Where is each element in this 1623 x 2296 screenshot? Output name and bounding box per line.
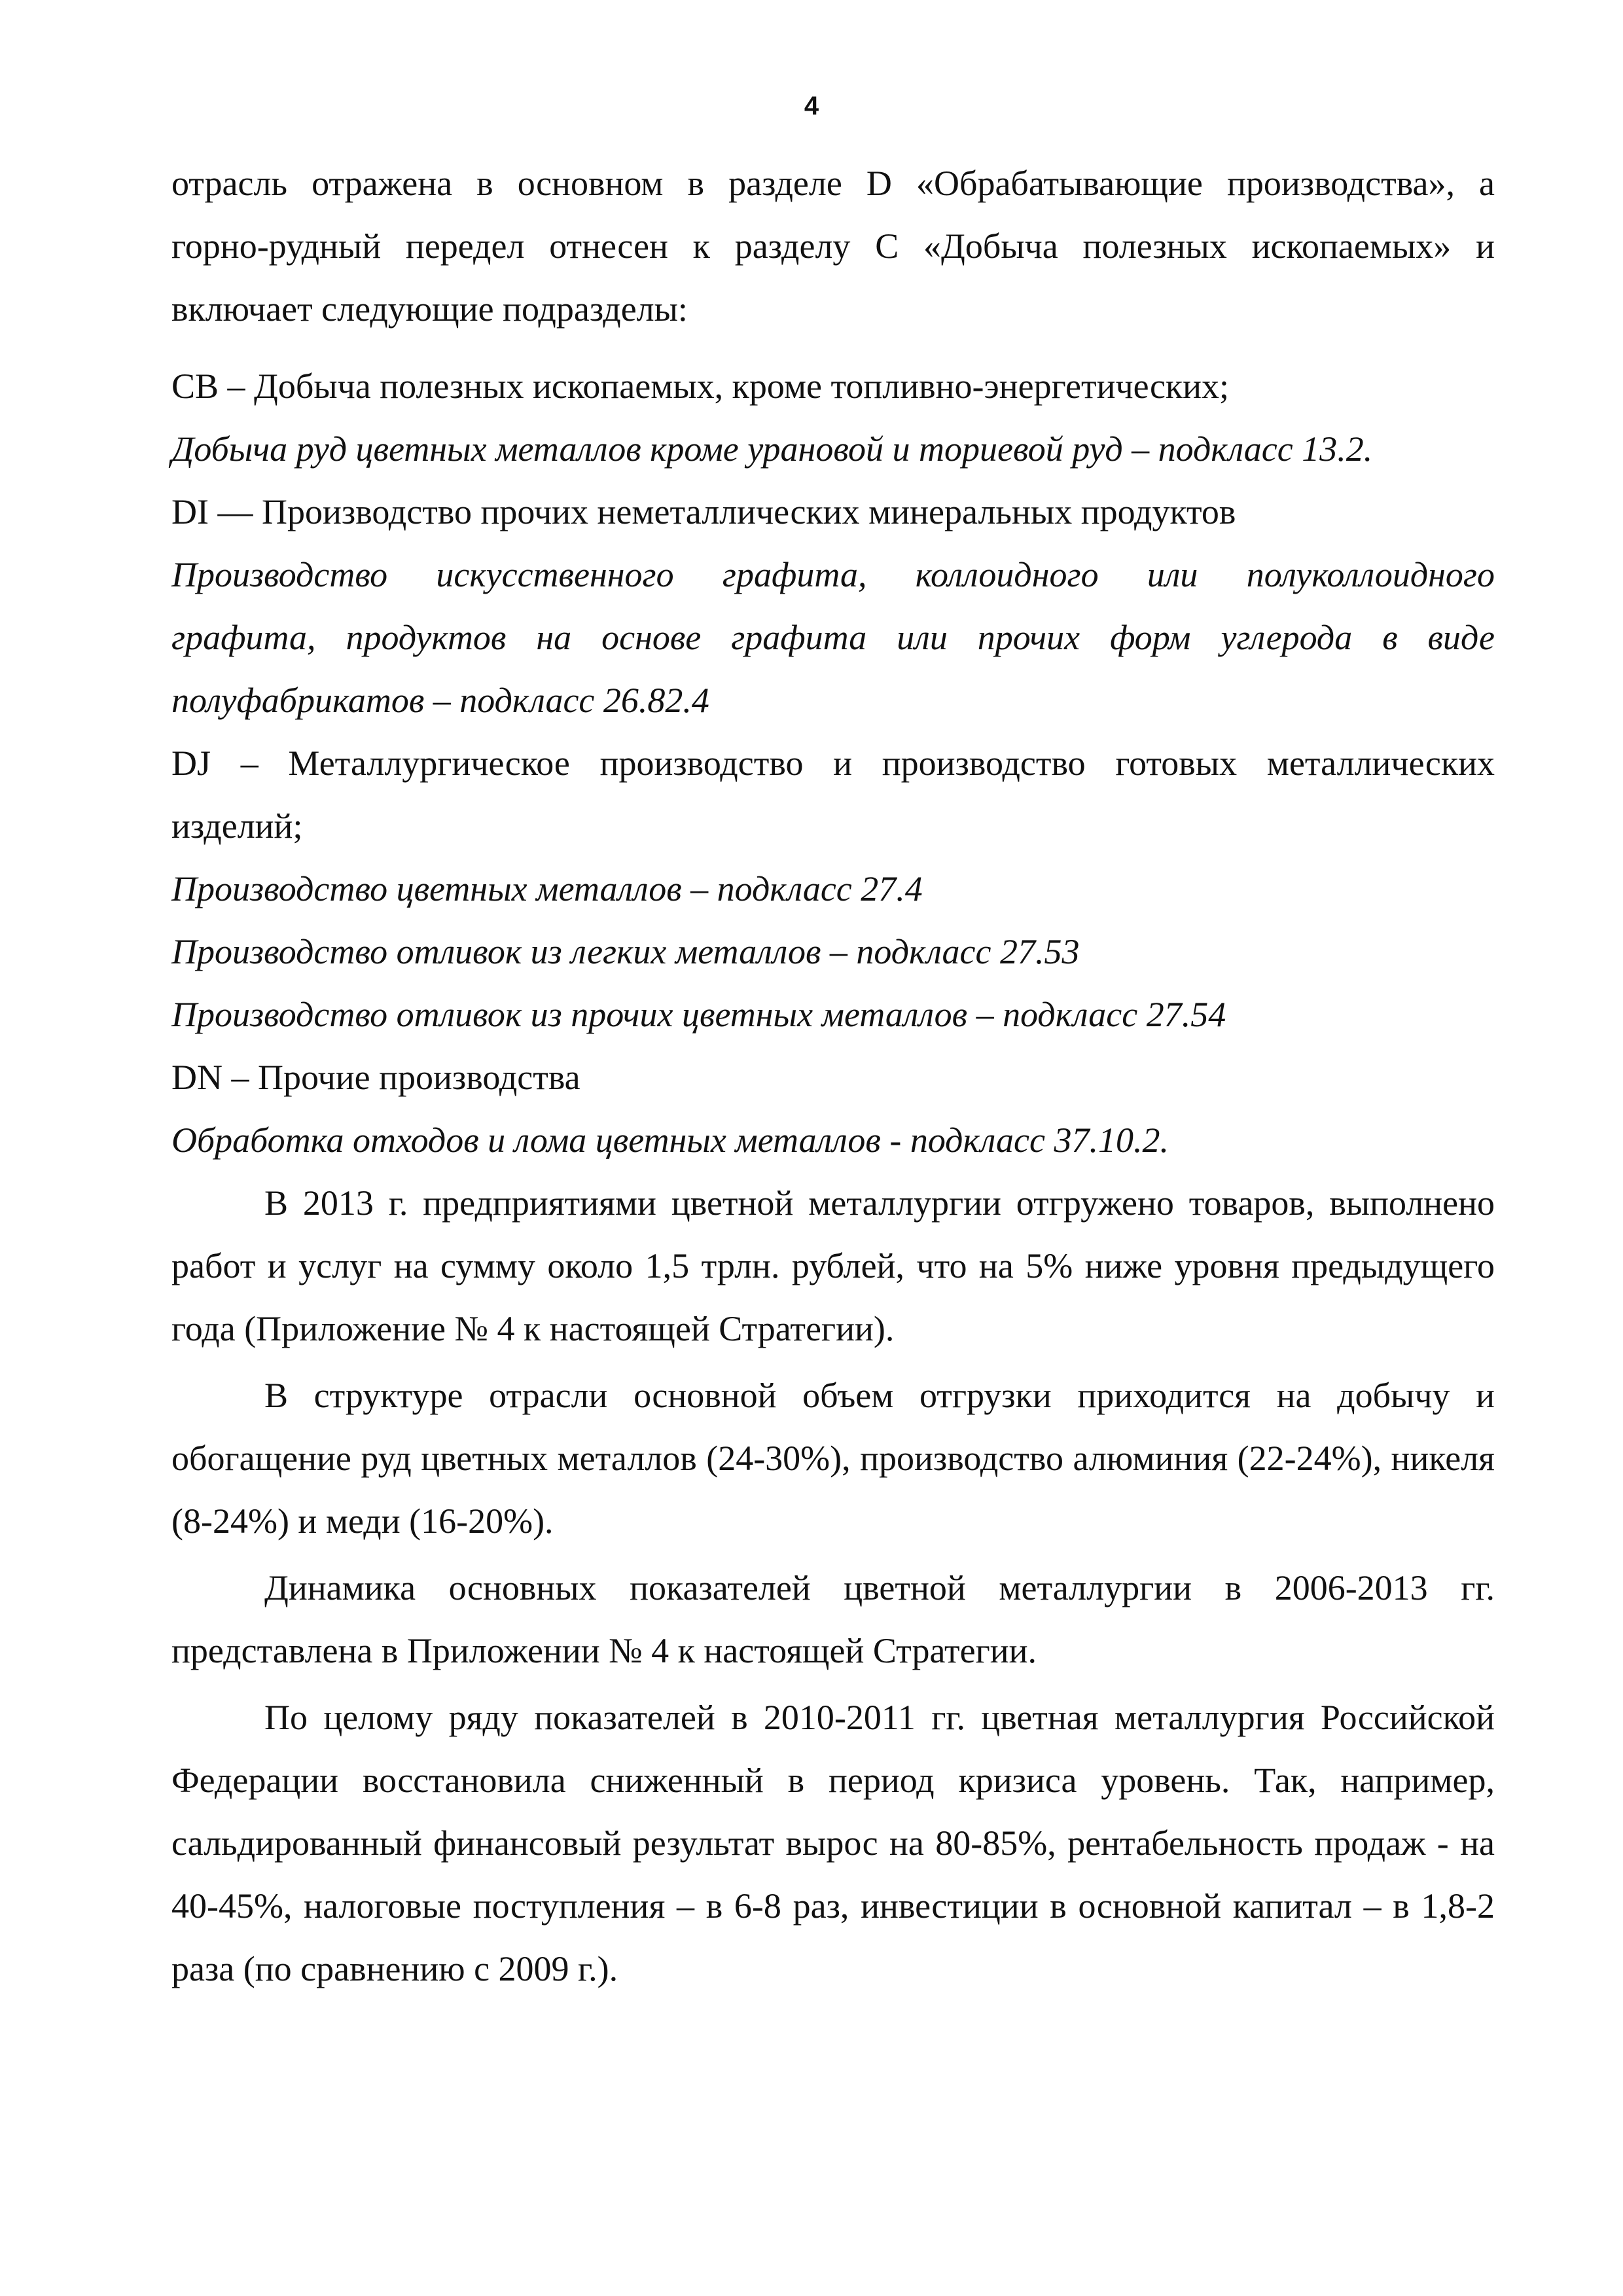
document-body <box>171 152 1495 2000</box>
section-di-subclass-line-1: Производство искусственного графита, коллоидного или полуколлоидного <box>171 555 1495 594</box>
section-di-heading: DI — Производство прочих неметаллических минеральных продуктов <box>171 492 1236 531</box>
intro-line-2: горно-рудный передел отнесен к разделу С «Добыча полезных ископаемых» и <box>171 226 1495 266</box>
paragraph-recovery: По целому ряду показателей в 2010-2011 гг. цветная металлургия Российской Федерации восстановила сниженный в период кризиса уровень. Так, например, сальдированный финансовый результат вырос на 80-85%, рентабельность продаж - на 40-45%, налоговые поступления – в 6-8 раз, инвестиции в основной капитал – в 1,8-2 раза (по сравнению с 2009 г.). <box>171 1698 1495 1988</box>
section-dj-heading-line-2: изделий; <box>171 806 303 846</box>
paragraph-industry-structure: В структуре отрасли основной объем отгрузки приходится на добычу и обогащение руд цветных металлов (24-30%), производство алюминия (22-24%), никеля (8-24%) и меди (16-20%). <box>171 1376 1495 1541</box>
section-di-subclass-line-2: графита, продуктов на основе графита или прочих форм углерода в виде <box>171 618 1495 657</box>
paragraph-dynamics: Динамика основных показателей цветной металлургии в 2006-2013 гг. представлена в Приложении № 4 к настоящей Стратегии. <box>171 1568 1495 1670</box>
section-dj-subclass-3: Производство отливок из прочих цветных металлов – подкласс 27.54 <box>171 995 1226 1034</box>
section-dn-heading: DN – Прочие производства <box>171 1058 580 1097</box>
section-dj-subclass-2: Производство отливок из легких металлов – подкласс 27.53 <box>171 932 1080 971</box>
intro-line-3: включает следующие подразделы: <box>171 289 688 329</box>
section-dj-subclass-1: Производство цветных металлов – подкласс 27.4 <box>171 869 923 908</box>
intro-line-1: отрасль отражена в основном в разделе D «Обрабатывающие производства», а <box>171 164 1495 203</box>
section-cb-subclass: Добыча руд цветных металлов кроме урановой и ториевой руд – подкласс 13.2. <box>171 429 1373 469</box>
spacer <box>171 340 1495 355</box>
page-number: 4 <box>804 92 819 120</box>
section-di-subclass-line-3: полуфабрикатов – подкласс 26.82.4 <box>171 681 709 720</box>
section-cb-heading: CB – Добыча полезных ископаемых, кроме топливно-энергетических; <box>171 367 1230 406</box>
paragraph-shipments-2013: В 2013 г. предприятиями цветной металлургии отгружено товаров, выполнено работ и услуг на сумму около 1,5 трлн. рублей, что на 5% ниже уровня предыдущего года (Приложение № 4 к настоящей Стратегии). <box>171 1183 1495 1348</box>
section-dj-heading-line-1: DJ – Металлургическое производство и производство готовых металлических <box>171 744 1495 783</box>
section-dn-subclass: Обработка отходов и лома цветных металлов - подкласс 37.10.2. <box>171 1121 1169 1160</box>
